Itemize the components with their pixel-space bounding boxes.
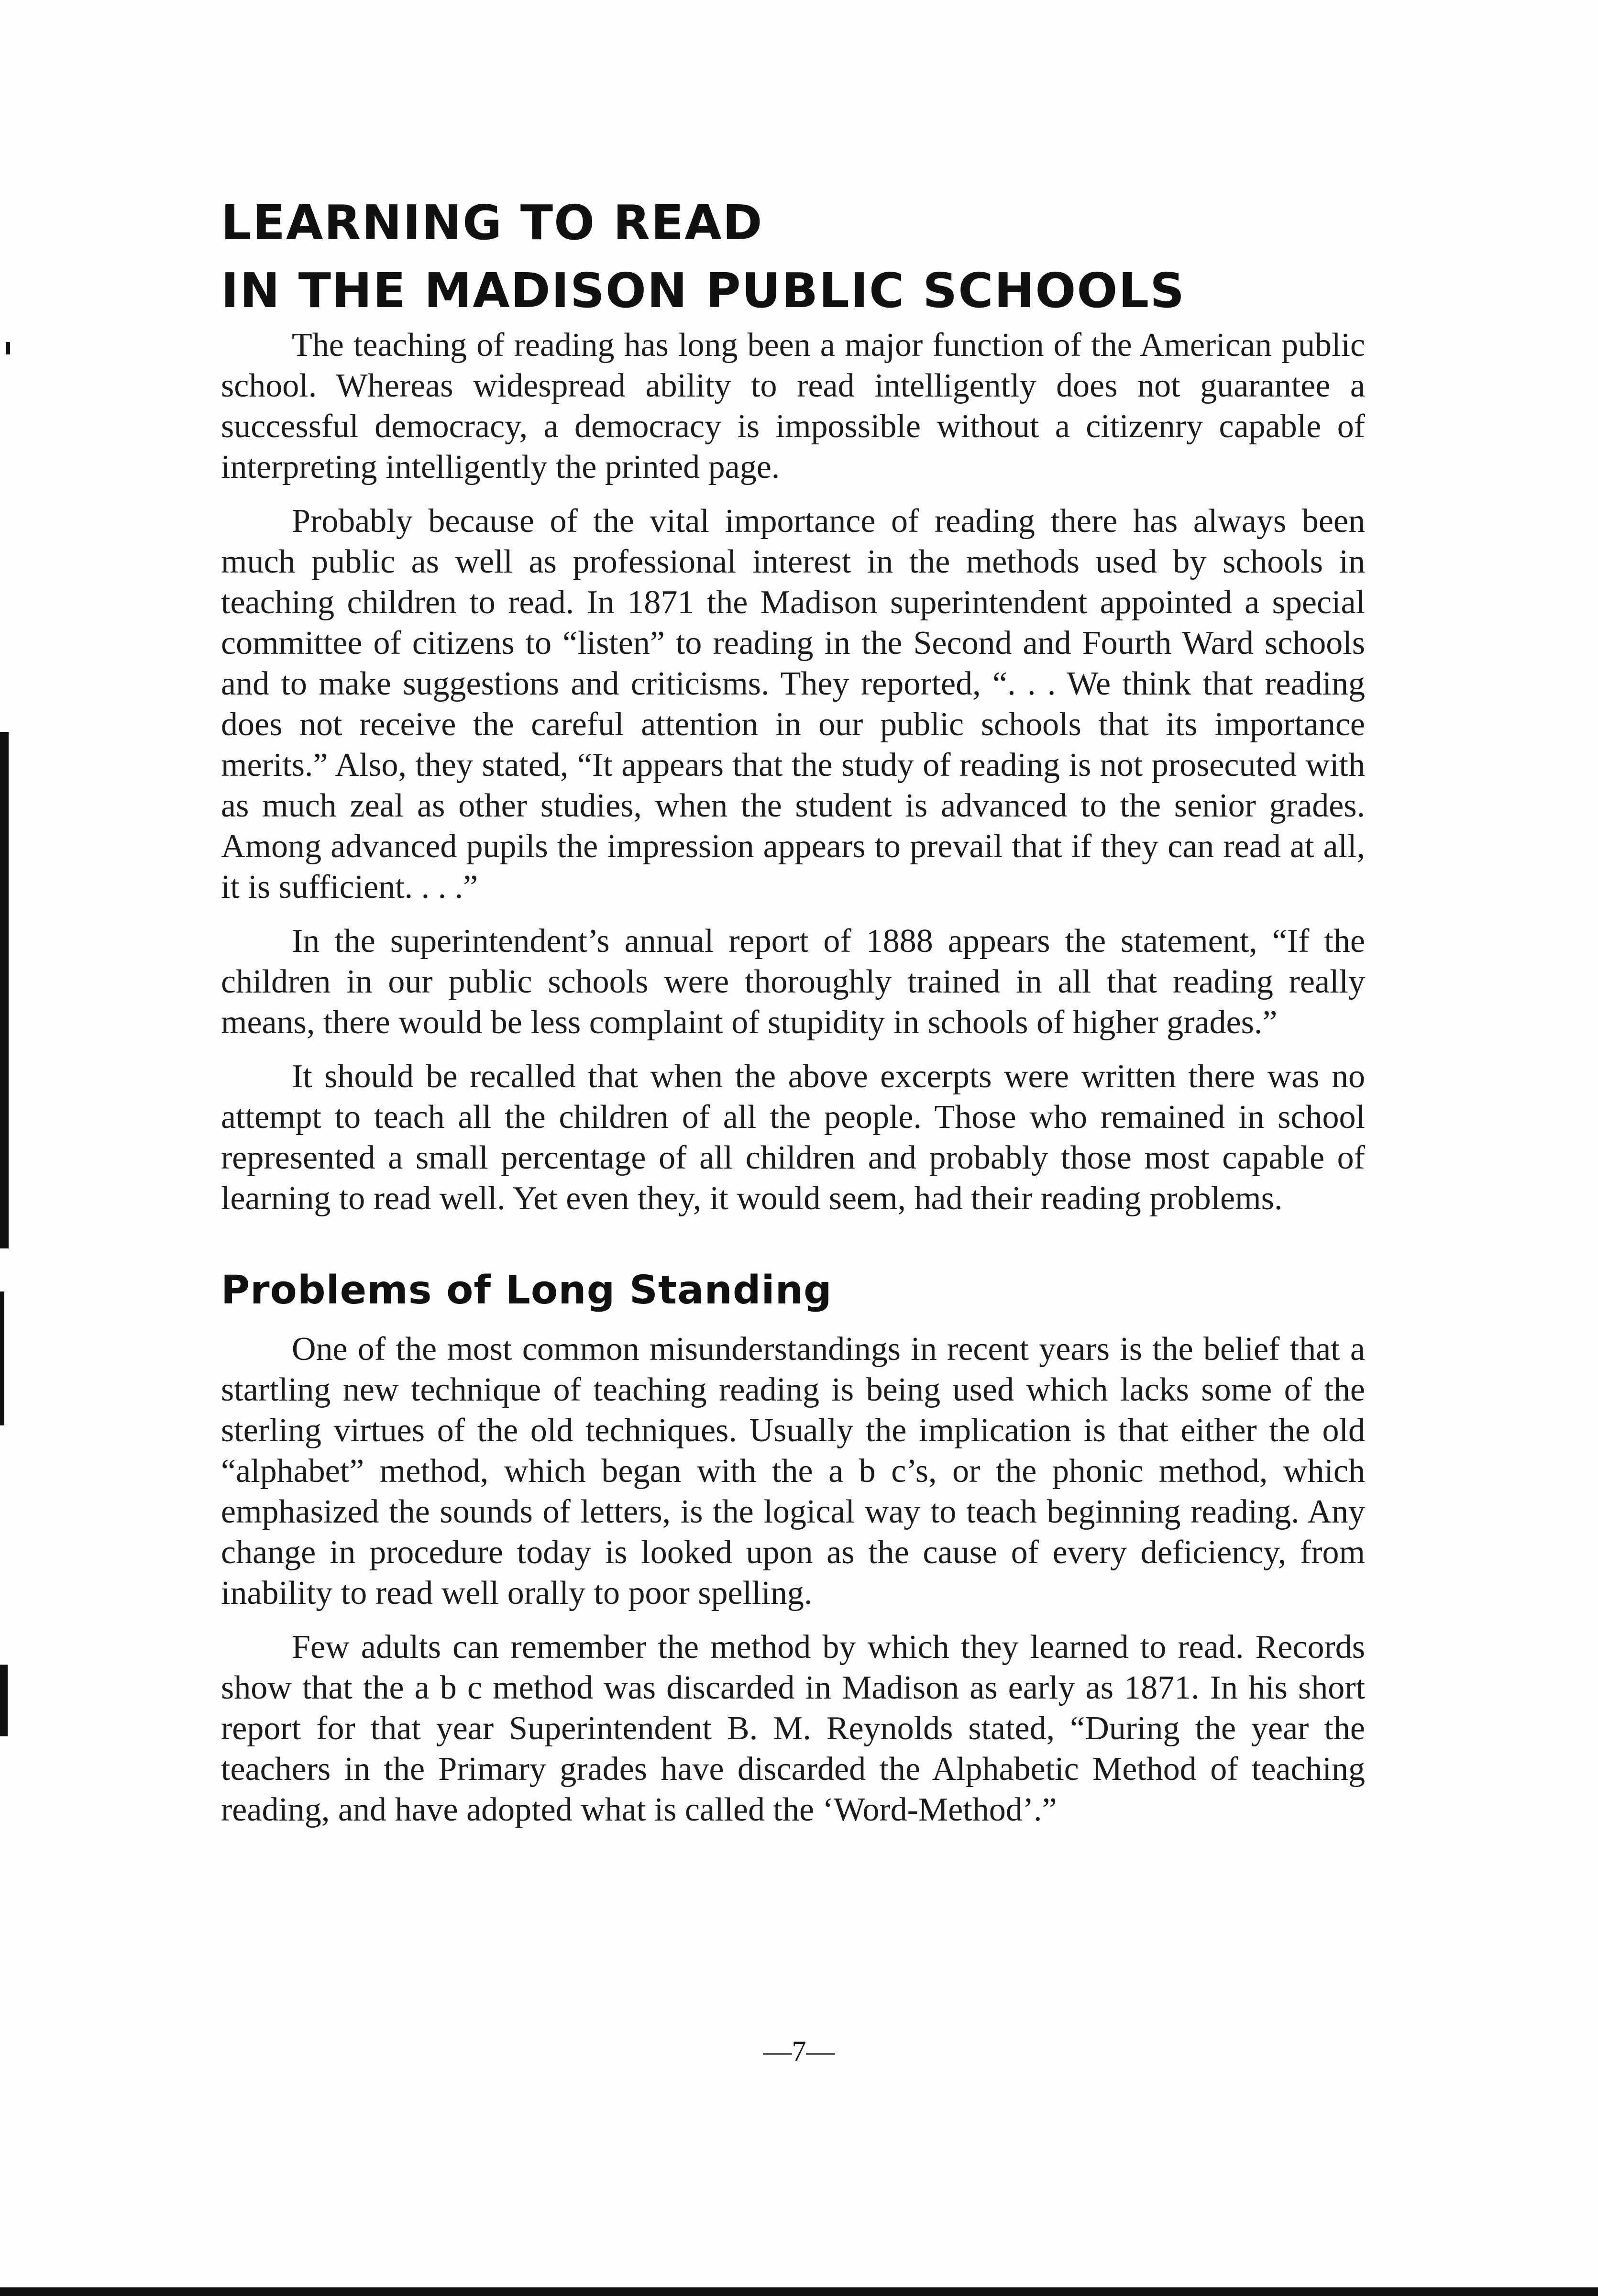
scan-bottom-border: [0, 2287, 1598, 2296]
scan-edge-mark: [6, 342, 10, 354]
paragraph: One of the most common misunderstandings in recent years is the belief that a startling new technique of teaching reading is being used which lacks some of the sterling virtues of the old techniques. Usually the implication is that either the old “alphabet” method, which began with the a b c’s, or the phonic method, which emphasized the sounds of letters, is the logical way to teach beginning reading. Any change in procedure today is looked upon as the cause of every deficiency, from inability to read well orally to poor spelling.: [221, 1331, 1365, 1612]
page-number: —7—: [763, 2035, 835, 2067]
page-title-line-1: LEARNING TO READ: [221, 195, 763, 251]
paragraph: Few adults can remember the method by which they learned to read. Records show that the a b c method was discarded in Madison as early as 1871. In his short report for that year Superintendent B. M. Reynolds stated, “During the year the teachers in the Primary grades have discarded the Alphabetic Method of teaching reading, and have adopted what is called the ‘Word-Method’.”: [221, 1629, 1365, 1828]
page-content: [221, 189, 1365, 1843]
paragraph: It should be recalled that when the above excerpts were written there was no attempt to teach all the children of all the people. Those who remained in school represented a small percentage of all children and probably those most capable of learning to read well. Yet even they, it would seem, had their reading problems.: [221, 1058, 1365, 1217]
page-title-line-2: IN THE MADISON PUBLIC SCHOOLS: [221, 263, 1186, 319]
paragraph: Probably because of the vital importance of reading there has always been much public as well as professional interest in the methods used by schools in teaching children to read. In 1871 the Madison superintendent appointed a special committee of citizens to “listen” to reading in the Second and Fourth Ward schools and to make suggestions and criticisms. They reported, “. . . We think that reading does not receive the careful attention in our public schools that its importance merits.” Also, they stated, “It appears that the study of reading is not prosecuted with as much zeal as other studies, when the student is advanced to the senior grades. Among advanced pupils the impression appears to prevail that if they can read at all, it is sufficient. . . .”: [221, 503, 1365, 905]
section-heading: Problems of Long Standing: [221, 1268, 832, 1313]
scan-edge-mark: [0, 1665, 8, 1736]
paragraph: The teaching of reading has long been a major function of the American public school. Whereas widespread ability to read intelligently does not guarantee a successful democracy, a democracy is impossible without a citizenry capable of interpreting intelligently the printed page.: [221, 327, 1365, 486]
paragraph: In the superintendent’s annual report of 1888 appears the statement, “If the children in our public schools were thoroughly trained in all that reading really means, there would be less complaint of stupidity in schools of higher grades.”: [221, 923, 1365, 1041]
page-title: [221, 189, 1365, 325]
scan-edge-mark: [0, 732, 9, 1248]
scan-edge-mark: [0, 1292, 4, 1425]
